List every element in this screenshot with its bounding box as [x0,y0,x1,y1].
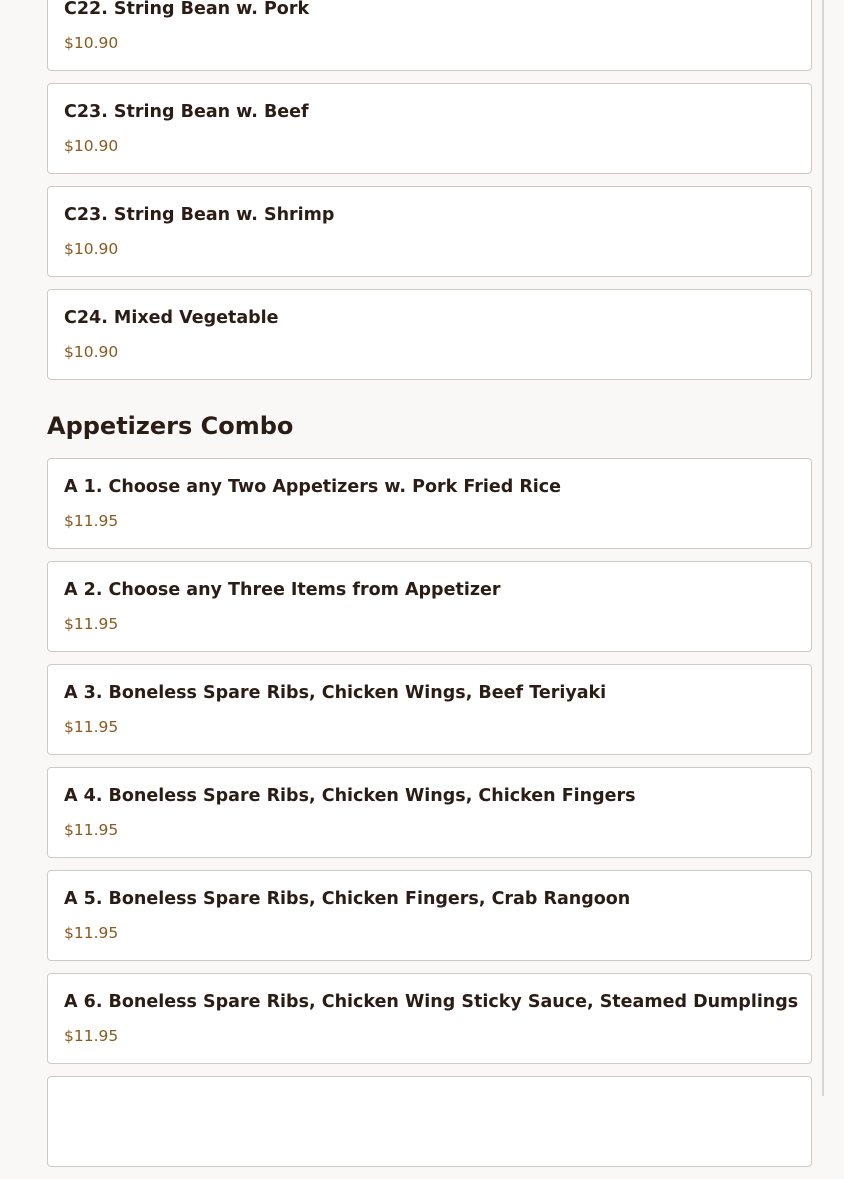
menu-item-name: A 4. Boneless Spare Ribs, Chicken Wings, Chicken Fingers [64,786,636,806]
menu-item-name: C24. Mixed Vegetable [64,308,279,328]
menu-item-price: $11.95 [64,924,119,942]
menu-item-a4[interactable] [47,767,812,858]
section-title-appetizers-combo: Appetizers Combo [47,412,294,440]
menu-item-c24-mixed-vegetable[interactable] [47,289,812,380]
menu-item-price: $10.90 [64,240,119,258]
menu-item-a5[interactable] [47,870,812,961]
menu-item-name: A 1. Choose any Two Appetizers w. Pork Fried Rice [64,477,562,497]
menu-item-price: $11.95 [64,1027,119,1045]
menu-item-price: $10.90 [64,34,119,52]
menu-item-price: $10.90 [64,343,119,361]
menu-item-name: A 5. Boneless Spare Ribs, Chicken Fingers, Crab Rangoon [64,889,631,909]
menu-item-price: $11.95 [64,512,119,530]
menu-item-name: C22. String Bean w. Pork [64,0,310,19]
menu-item-name: A 6. Boneless Spare Ribs, Chicken Wing Sticky Sauce, Steamed Dumplings [64,992,799,1012]
menu-item-price: $10.90 [64,137,119,155]
menu-item-a2[interactable] [47,561,812,652]
menu-item-name: A 3. Boneless Spare Ribs, Chicken Wings, Beef Teriyaki [64,683,607,703]
menu-item-c23-string-bean-beef[interactable] [47,83,812,174]
menu-item-price: $11.95 [64,718,119,736]
menu-item-c23-string-bean-shrimp[interactable] [47,186,812,277]
menu-item-a6[interactable] [47,973,812,1064]
menu-item-name: C23. String Bean w. Beef [64,102,309,122]
page-right-border [822,0,824,1096]
menu-item-name: C23. String Bean w. Shrimp [64,205,335,225]
menu-item-a3[interactable] [47,664,812,755]
menu-item-price: $11.95 [64,615,119,633]
menu-item-a1[interactable] [47,458,812,549]
menu-item-price: $11.95 [64,821,119,839]
menu-list [47,0,812,1179]
menu-item-c22-string-bean-pork[interactable] [47,0,812,71]
menu-item-a7-partial[interactable] [47,1076,812,1167]
menu-item-name: A 2. Choose any Three Items from Appetizer [64,580,501,600]
